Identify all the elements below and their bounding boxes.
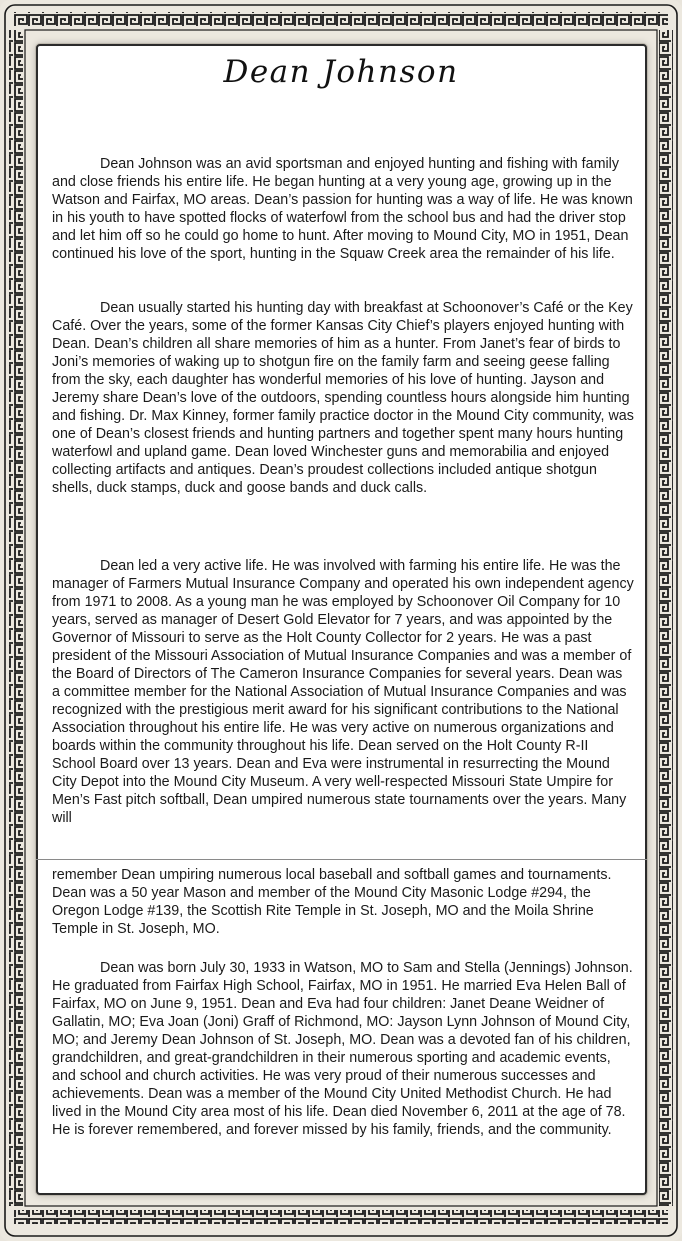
paragraph-active-life: Dean led a very active life. He was involved with farming his entire life. He was the manager of Farmers Mutual Insurance Company and operated his own independent agency from 1971 to 2008. As a young man he was employed by Schoonover Oil Company for 10 years, served as manager of Desert Gold Elevator for 7 years, and was appointed by the Governor of Missouri to serve as the Holt County Collector for 2 years. He was a past president of the Missouri Association of Mutual Insurance Companies and was a member of the Board of Directors of The Cameron Insurance Companies for several years. Dean was a committee member for the National Association of Mutual Insurance Companies and was recognized with the prestigious merit award for his significant contributions to the National Association throughout his entire life. He was very active on numerous organizations and boards within the community throughout his life. Dean served on the Holt County R-II School Board over 13 years. Dean and Eva were instrumental in resurrecting the Mound City Depot into the Mound City Museum. A very well-respected Missouri State Umpire for Men’s Fast pitch softball, Dean umpired numerous state tournaments over the years. Many will [52, 558, 634, 826]
paragraph-mason: remember Dean umpiring numerous local baseball and softball games and tournaments. Dean was a 50 year Mason and member of the Mound City Masonic Lodge #294, the Oregon Lodge #139, the Scottish Rite Temple in St. Joseph, MO and the Moila Shrine Temple in St. Joseph, MO. [52, 867, 612, 937]
paragraph-hunting-day: Dean usually started his hunting day with breakfast at Schoonover’s Café or the Key Café. Over the years, some of the former Kansas City Chief’s players enjoyed hunting with Dean. Dean’s children all share memories of him as a hunter. From Janet’s fear of birds to Joni’s memories of waking up to shotgun fire on the family farm and seeing geese falling from the sky, each daughter has wonderful memories of his love of hunting. Jayson and Jeremy share Dean’s love of the outdoors, spending countless hours alongside him hunting and fishing. Dr. Max Kinney, former family practice doctor in the Mound City community, was one of Dean’s closest friends and hunting partners and together spent many hours hunting waterfowl and upland game. Dean loved Winchester guns and memorabilia and enjoyed collecting artifacts and antiques. Dean’s proudest collections included antique shotgun shells, duck stamps, duck and goose bands and duck calls. [52, 300, 634, 496]
paragraph-biography: Dean was born July 30, 1933 in Watson, MO to Sam and Stella (Jennings) Johnson. He graduated from Fairfax High School, Fairfax, MO in 1951. He married Eva Helen Ball of Fairfax, MO on June 9, 1951. Dean and Eva had four children: Janet Deane Weidner of Gallatin, MO; Eva Joan (Joni) Graff of Richmond, MO: Jayson Lynn Johnson of Mound City, MO; and Jeremy Dean Johnson of St. Joseph, MO. Dean was a devoted fan of his children, grandchildren, and great-grandchildren in their numerous sporting and academic events, and school and church activities. He was very proud of their numerous successes and achievements. Dean was a member of the Mound City United Methodist Church. He had lived in the Mound City area most of his life. Dean died November 6, 2011 at the age of 78. He is forever remembered, and forever missed by his family, friends, and the community. [52, 960, 633, 1138]
page-break-line [36, 859, 647, 860]
page-title: Dean Johnson [223, 54, 459, 90]
paragraph-hunting: Dean Johnson was an avid sportsman and enjoyed hunting and fishing with family and close friends his entire life. He began hunting at a very young age, growing up in the Watson and Fairfax, MO areas. Dean’s passion for hunting was a way of life. He was known in his youth to have spotted flocks of waterfowl from the school bus and had the driver stop and let him off so he could go home to hunt. After moving to Mound City, MO in 1951, Dean continued his love of the sport, hunting in the Squaw Creek area the remainder of his life. [52, 156, 633, 262]
